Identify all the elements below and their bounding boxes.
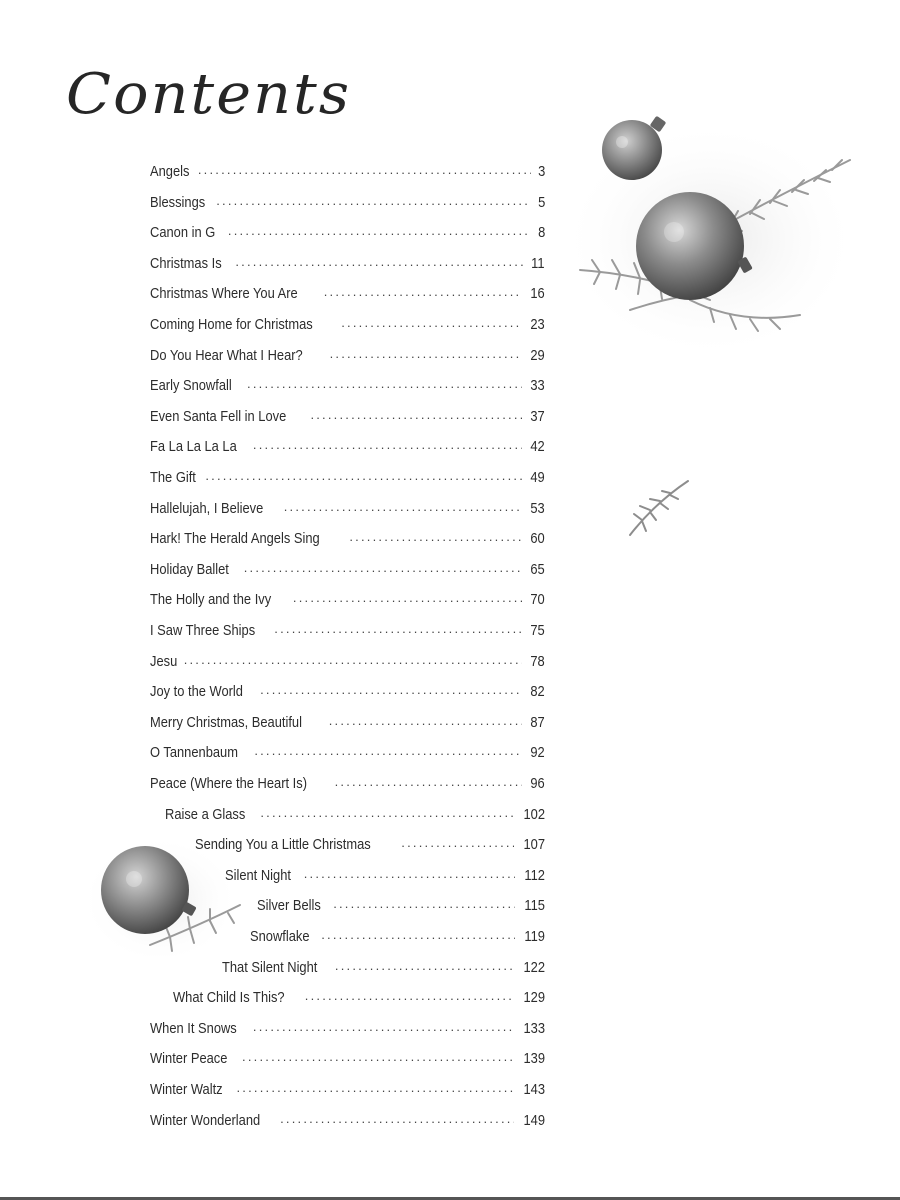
toc-entry-page: 3	[537, 163, 545, 180]
dot-leader	[280, 1110, 514, 1128]
toc-entry	[150, 769, 545, 793]
toc-entry	[225, 861, 545, 885]
toc-entry	[150, 1106, 545, 1130]
toc-entry	[150, 249, 545, 273]
dot-leader	[236, 1079, 514, 1097]
toc-entry-title: Winter Peace	[150, 1050, 228, 1067]
toc-entry-title: Even Santa Fell in Love	[150, 408, 287, 425]
toc-entry-page: 78	[530, 653, 545, 670]
toc-entry	[150, 738, 545, 762]
toc-entry-title: The Holly and the Ivy	[150, 591, 272, 608]
toc-entry-page: 37	[530, 408, 545, 425]
dot-leader	[205, 467, 522, 485]
toc-entry-page: 8	[537, 224, 545, 241]
toc-entry-title: Coming Home for Christmas	[150, 316, 313, 333]
toc-entry-page: 115	[524, 897, 545, 914]
toc-entry-title: Winter Wonderland	[150, 1112, 261, 1129]
toc-entry	[250, 922, 545, 946]
toc-entry	[257, 891, 545, 915]
dot-leader	[305, 987, 514, 1005]
toc-entry-page: 70	[530, 591, 545, 608]
dot-leader	[321, 926, 515, 944]
toc-entry	[150, 188, 545, 212]
toc-entry-page: 122	[523, 959, 545, 976]
page-title: Contents	[66, 62, 352, 127]
toc-entry-title: I Saw Three Ships	[150, 622, 256, 639]
toc-entry-page: 96	[530, 775, 545, 792]
toc-entry-page: 23	[530, 316, 545, 333]
toc-entry-title: Christmas Is	[150, 255, 222, 272]
toc-entry-page: 75	[530, 622, 545, 639]
toc-entry-title: Joy to the World	[150, 683, 243, 700]
dot-leader	[330, 345, 523, 363]
toc-entry-title: Angels	[150, 163, 190, 180]
toc-entry-page: 16	[530, 285, 545, 302]
pine-sprig-icon	[620, 475, 700, 545]
dot-leader	[293, 589, 522, 607]
ornaments-with-pine-icon	[570, 100, 870, 360]
toc-entry-page: 49	[530, 469, 545, 486]
toc-entry-page: 11	[531, 255, 545, 272]
toc-entry	[150, 524, 545, 548]
toc-entry	[150, 402, 545, 426]
toc-entry-title: Jesu	[150, 653, 178, 670]
dot-leader	[335, 773, 523, 791]
dot-leader	[228, 222, 531, 240]
toc-entry-page: 60	[530, 530, 545, 547]
toc-entry-page: 33	[530, 377, 545, 394]
toc-entry	[150, 585, 545, 609]
toc-entry-title: Christmas Where You Are	[150, 285, 298, 302]
toc-entry	[150, 341, 545, 365]
toc-entry-title: Hark! The Herald Angels Sing	[150, 530, 320, 547]
dot-leader	[216, 192, 530, 210]
toc-entry	[150, 1014, 545, 1038]
toc-entry-page: 119	[524, 928, 545, 945]
dot-leader	[349, 528, 522, 546]
toc-entry	[150, 463, 545, 487]
toc-entry	[150, 432, 545, 456]
toc-entry-page: 29	[530, 347, 545, 364]
toc-entry-title: When It Snows	[150, 1020, 237, 1037]
dot-leader	[254, 742, 522, 760]
toc-entry	[150, 708, 545, 732]
dot-leader	[341, 314, 522, 332]
toc-entry-title: Silent Night	[225, 867, 291, 884]
toc-entry-page: 139	[523, 1050, 545, 1067]
dot-leader	[304, 865, 515, 883]
toc-entry	[150, 1044, 545, 1068]
toc-entry	[150, 647, 545, 671]
toc-entry	[150, 494, 545, 518]
toc-entry-page: 42	[530, 438, 545, 455]
dot-leader	[184, 651, 523, 669]
toc-entry-page: 82	[530, 683, 545, 700]
toc-entry-page: 53	[530, 500, 545, 517]
dot-leader	[247, 375, 522, 393]
dot-leader	[242, 1048, 514, 1066]
toc-entry-page: 107	[523, 836, 545, 853]
toc-entry-title: Snowflake	[250, 928, 310, 945]
toc-entry-title: Canon in G	[150, 224, 216, 241]
toc-entry	[150, 616, 545, 640]
dot-leader	[274, 620, 522, 638]
dot-leader	[253, 1018, 514, 1036]
toc-entry-title: Holiday Ballet	[150, 561, 229, 578]
toc-entry-page: 129	[523, 989, 545, 1006]
toc-entry-title: Early Snowfall	[150, 377, 232, 394]
toc-entry-title: Raise a Glass	[165, 806, 246, 823]
dot-leader	[198, 161, 531, 179]
toc-entry-title: Fa La La La La	[150, 438, 237, 455]
toc-entry	[150, 310, 545, 334]
toc-entry	[150, 218, 545, 242]
toc-entry	[173, 983, 545, 1007]
toc-entry-page: 92	[530, 744, 545, 761]
toc-entry-page: 65	[530, 561, 545, 578]
toc-entry	[165, 800, 545, 824]
dot-leader	[253, 436, 522, 454]
toc-entry-title: Silver Bells	[257, 897, 321, 914]
toc-entry	[150, 279, 545, 303]
toc-entry	[150, 157, 545, 181]
toc-entry	[222, 953, 545, 977]
toc-entry-page: 5	[537, 194, 545, 211]
toc-entry-page: 87	[530, 714, 545, 731]
toc-entry-title: That Silent Night	[222, 959, 318, 976]
toc-entry-title: What Child Is This?	[173, 989, 285, 1006]
toc-entry-page: 112	[524, 867, 545, 884]
toc-entry	[150, 677, 545, 701]
dot-leader	[333, 895, 515, 913]
dot-leader	[310, 406, 522, 424]
toc-entry-page: 143	[523, 1081, 545, 1098]
toc-entry	[150, 555, 545, 579]
toc-entry	[150, 371, 545, 395]
toc-entry-page: 149	[523, 1112, 545, 1129]
dot-leader	[260, 681, 522, 699]
toc-entry	[150, 1075, 545, 1099]
toc-entry	[195, 830, 545, 854]
dot-leader	[324, 283, 523, 301]
toc-entry-page: 102	[523, 806, 545, 823]
toc-entry-page: 133	[523, 1020, 545, 1037]
toc-entry-title: Blessings	[150, 194, 206, 211]
toc-entry-title: Sending You a Little Christmas	[195, 836, 371, 853]
toc-entry-title: Winter Waltz	[150, 1081, 223, 1098]
toc-entry-title: O Tannenbaum	[150, 744, 238, 761]
dot-leader	[335, 957, 514, 975]
dot-leader	[401, 834, 514, 852]
toc-entry-title: Do You Hear What I Hear?	[150, 347, 303, 364]
toc-entry-title: Merry Christmas, Beautiful	[150, 714, 302, 731]
dot-leader	[235, 253, 523, 271]
dot-leader	[329, 712, 523, 730]
toc-entry-title: The Gift	[150, 469, 196, 486]
toc-entry-title: Hallelujah, I Believe	[150, 500, 264, 517]
toc-entry-title: Peace (Where the Heart Is)	[150, 775, 308, 792]
dot-leader	[244, 559, 523, 577]
dot-leader	[260, 804, 514, 822]
dot-leader	[284, 498, 523, 516]
